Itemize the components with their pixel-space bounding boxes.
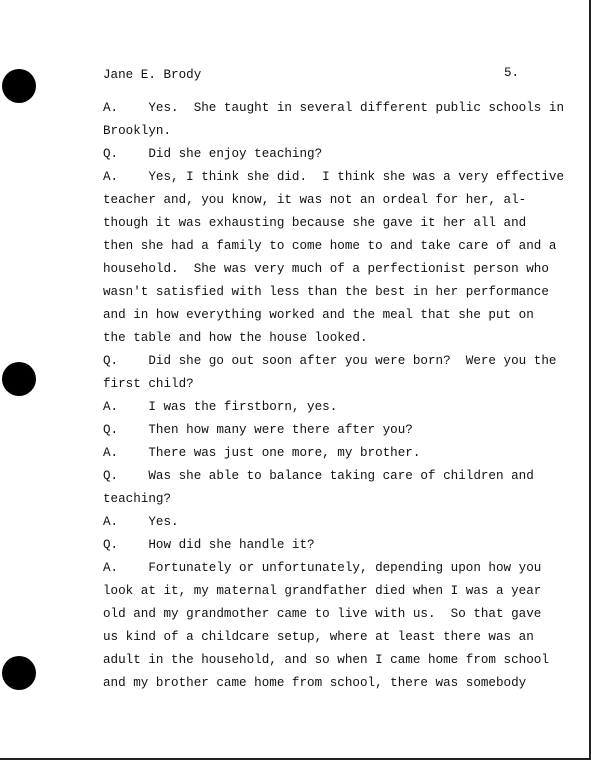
transcript-line: look at it, my maternal grandfather died when I was a year: [103, 584, 542, 598]
transcript-line: adult in the household, and so when I came home from school: [103, 653, 549, 667]
transcript-line: Q. Then how many were there after you?: [103, 423, 413, 437]
binder-hole-top: [2, 69, 36, 103]
transcript-line: Q. Was she able to balance taking care of children and: [103, 469, 534, 483]
transcript-line: Q. Did she go out soon after you were born? Were you the: [103, 354, 557, 368]
transcript-line: wasn't satisfied with less than the best in her performance: [103, 285, 549, 299]
transcript-line: A. Fortunately or unfortunately, depending upon how you: [103, 561, 542, 575]
transcript-line: us kind of a childcare setup, where at least there was an: [103, 630, 534, 644]
header-interviewee-name: Jane E. Brody: [103, 68, 202, 82]
transcript-line: though it was exhausting because she gave it her all and: [103, 216, 527, 230]
transcript-line: old and my grandmother came to live with us. So that gave: [103, 607, 542, 621]
transcript-line: A. Yes.: [103, 515, 179, 529]
transcript-line: A. I was the firstborn, yes.: [103, 400, 338, 414]
transcript-line: A. Yes, I think she did. I think she was a very effective: [103, 170, 565, 184]
transcript-line: Q. Did she enjoy teaching?: [103, 147, 323, 161]
page-number: 5.: [504, 66, 520, 80]
transcript-line: the table and how the house looked.: [103, 331, 368, 345]
transcript-line: Q. How did she handle it?: [103, 538, 315, 552]
transcript-line: A. There was just one more, my brother.: [103, 446, 421, 460]
transcript-line: and my brother came home from school, there was somebody: [103, 676, 527, 690]
transcript-line: Brooklyn.: [103, 124, 172, 138]
transcript-line: household. She was very much of a perfectionist person who: [103, 262, 549, 276]
binder-hole-middle: [2, 362, 36, 396]
transcript-line: and in how everything worked and the meal that she put on: [103, 308, 534, 322]
transcript-line: teaching?: [103, 492, 172, 506]
binder-hole-bottom: [2, 656, 36, 690]
transcript-line: A. Yes. She taught in several different public schools in: [103, 101, 565, 115]
transcript-line: teacher and, you know, it was not an ordeal for her, al-: [103, 193, 527, 207]
transcript-line: then she had a family to come home to and take care of and a: [103, 239, 557, 253]
transcript-line: first child?: [103, 377, 194, 391]
